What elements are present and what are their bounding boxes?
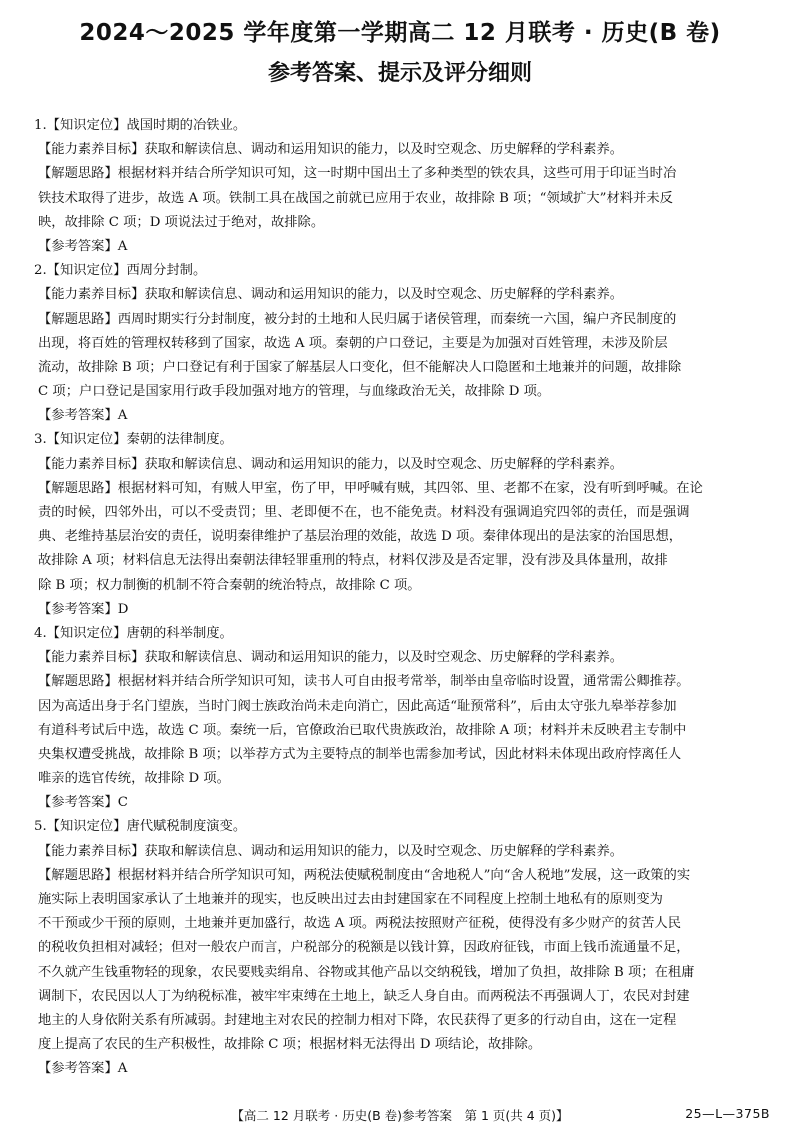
q1-ability: 【能力素养目标】获取和解读信息、调动和运用知识的能力，以及时空观念、历史解释的学科素养。	[38, 142, 624, 158]
q3-analysis-cont: 责的时候，四邻外出，可以不受责罚；里、老即便不在，也不能免责。材料没有强调追究四邻的责任，而是强调	[38, 505, 690, 520]
q5-answer: 【参考答案】A	[38, 1061, 128, 1077]
q1-analysis: 【解题思路】根据材料并结合所学知识可知，这一时期中国出土了多种类型的铁农具，这些可用于印证当时冶	[38, 166, 677, 182]
page-subtitle: 参考答案、提示及评分细则	[267, 61, 532, 86]
q3-knowledge: 3.【知识定位】秦朝的法律制度。	[34, 432, 233, 448]
answer-content	[34, 114, 776, 1082]
q2-knowledge: 2.【知识定位】西周分封制。	[34, 263, 207, 279]
q2-analysis: 【解题思路】西周时期实行分封制度，被分封的土地和人民归属于诸侯管理，而秦统一六国，编户齐民制度的	[38, 311, 677, 327]
q4-analysis-cont: 央集权遭受挑战，故排除 B 项；以举荐方式为主要特点的制举也需参加考试，因此材料未体现出政府悖离任人	[38, 746, 682, 762]
question-3	[34, 428, 776, 622]
q3-ability: 【能力素养目标】获取和解读信息、调动和运用知识的能力，以及时空观念、历史解释的学科素养。	[38, 456, 624, 472]
q5-analysis-cont: 调制下，农民因以人丁为纳税标准，被牢牢束缚在土地上，缺乏人身自由。而两税法不再强调人丁，农民对封建	[38, 988, 690, 1004]
q2-analysis-cont: C 项；户口登记是国家用行政手段加强对地方的管理，与血缘政治无关，故排除 D 项。	[38, 384, 551, 400]
question-1	[34, 114, 776, 259]
q4-answer: 【参考答案】C	[38, 795, 128, 811]
q1-analysis-cont: 映，故排除 C 项；D 项说法过于绝对，故排除。	[38, 214, 325, 230]
footer-page-info: 【高二 12 月联考 · 历史(B 卷)参考答案 第 1 页(共 4 页)】	[231, 1108, 569, 1123]
page-footer	[0, 1106, 800, 1128]
q1-analysis-cont: 铁技术取得了进步，故选 A 项。铁制工具在战国之前就已应用于农业，故排除 B 项；“领域扩大”材料并未反	[38, 190, 673, 206]
q5-analysis-cont: 不干预或少干预的原则，土地兼并更加盛行，故选 A 项。两税法按照财产征税，使得没有多少财产的贫苦人民	[38, 916, 682, 932]
q5-analysis-cont: 的税收负担相对减轻；但对一般农户而言，户税部分的税额是以钱计算，因政府征钱，市面上钱币流通量不足，	[38, 940, 690, 956]
q3-answer: 【参考答案】D	[38, 601, 129, 617]
q5-knowledge: 5.【知识定位】唐代赋税制度演变。	[34, 819, 247, 835]
q1-knowledge: 1.【知识定位】战国时期的冶铁业。	[34, 118, 247, 133]
q4-knowledge: 4.【知识定位】唐朝的科举制度。	[34, 625, 233, 641]
q2-answer: 【参考答案】A	[38, 408, 128, 424]
q4-analysis-cont: 有道科考试后中选，故选 C 项。秦统一后，官僚政治已取代贵族政治，故排除 A 项；材料并未反映君主专制中	[38, 722, 687, 738]
q5-analysis: 【解题思路】根据材料并结合所学知识可知，两税法使赋税制度由“舍地税人”向“舍人税地”发展，这一政策的实	[38, 867, 691, 883]
q3-analysis-cont: 典、老维持基层治安的责任，说明秦律维护了基层治理的效能，故选 D 项。秦律体现出的是法家的治国思想，	[38, 529, 683, 545]
page-title: 2024～2025 学年度第一学期高二 12 月联考 · 历史(B 卷)	[79, 20, 721, 46]
q1-answer: 【参考答案】A	[38, 238, 128, 254]
q5-analysis-cont: 地主的人身依附关系有所减弱。封建地主对农民的控制力相对下降，农民获得了更多的行动自由，这在一定程	[38, 1012, 677, 1028]
question-4	[34, 622, 776, 816]
q5-analysis-cont: 施实际上表明国家承认了土地兼并的现实，也反映出过去由封建国家在不同程度上控制土地私有的原则变为	[38, 892, 663, 907]
q4-ability: 【能力素养目标】获取和解读信息、调动和运用知识的能力，以及时空观念、历史解释的学科素养。	[38, 650, 624, 666]
question-5	[34, 815, 776, 1081]
q2-analysis-cont: 出现，将百姓的管理权转移到了国家，故选 A 项。秦朝的户口登记，主要是为加强对百姓管理，未涉及阶层	[38, 335, 668, 351]
q5-analysis-cont: 不久就产生钱重物轻的现象，农民要贱卖绢帛、谷物或其他产品以交纳税钱，增加了负担，故排除 B 项；在租庸	[38, 964, 695, 980]
footer-doc-code: 25—L—375B	[685, 1106, 770, 1121]
q2-analysis-cont: 流动，故排除 B 项；户口登记有利于国家了解基层人口变化，但不能解决人口隐匿和土地兼并的问题，故排除	[38, 359, 682, 375]
q5-analysis-cont: 度上提高了农民的生产积极性，故排除 C 项；根据材料无法得出 D 项结论，故排除。	[38, 1037, 542, 1053]
question-2	[34, 259, 776, 428]
q3-analysis: 【解题思路】根据材料可知，有贼人甲室，伤了甲，甲呼喊有贼，其四邻、里、老都不在家，没有听到呼喊。在论	[38, 480, 703, 496]
q4-analysis-cont: 唯亲的选官传统，故排除 D 项。	[38, 771, 230, 787]
q4-analysis: 【解题思路】根据材料并结合所学知识可知，读书人可自由报考常举，制举由皇帝临时设置，通常需公卿推荐。	[38, 674, 690, 690]
q5-ability: 【能力素养目标】获取和解读信息、调动和运用知识的能力，以及时空观念、历史解释的学科素养。	[38, 843, 624, 859]
q3-analysis-cont: 故排除 A 项；材料信息无法得出秦朝法律轻罪重刑的特点，材料仅涉及是否定罪，没有涉及具体量刑，故排	[38, 553, 668, 569]
q2-ability: 【能力素养目标】获取和解读信息、调动和运用知识的能力，以及时空观念、历史解释的学科素养。	[38, 287, 624, 303]
q3-analysis-cont: 除 B 项；权力制衡的机制不符合秦朝的统治特点，故排除 C 项。	[38, 577, 421, 593]
q4-analysis-cont: 因为高适出身于名门望族，当时门阀士族政治尚未走向消亡，因此高适“耻预常科”，后由太守张九皋举荐参加	[38, 698, 677, 714]
